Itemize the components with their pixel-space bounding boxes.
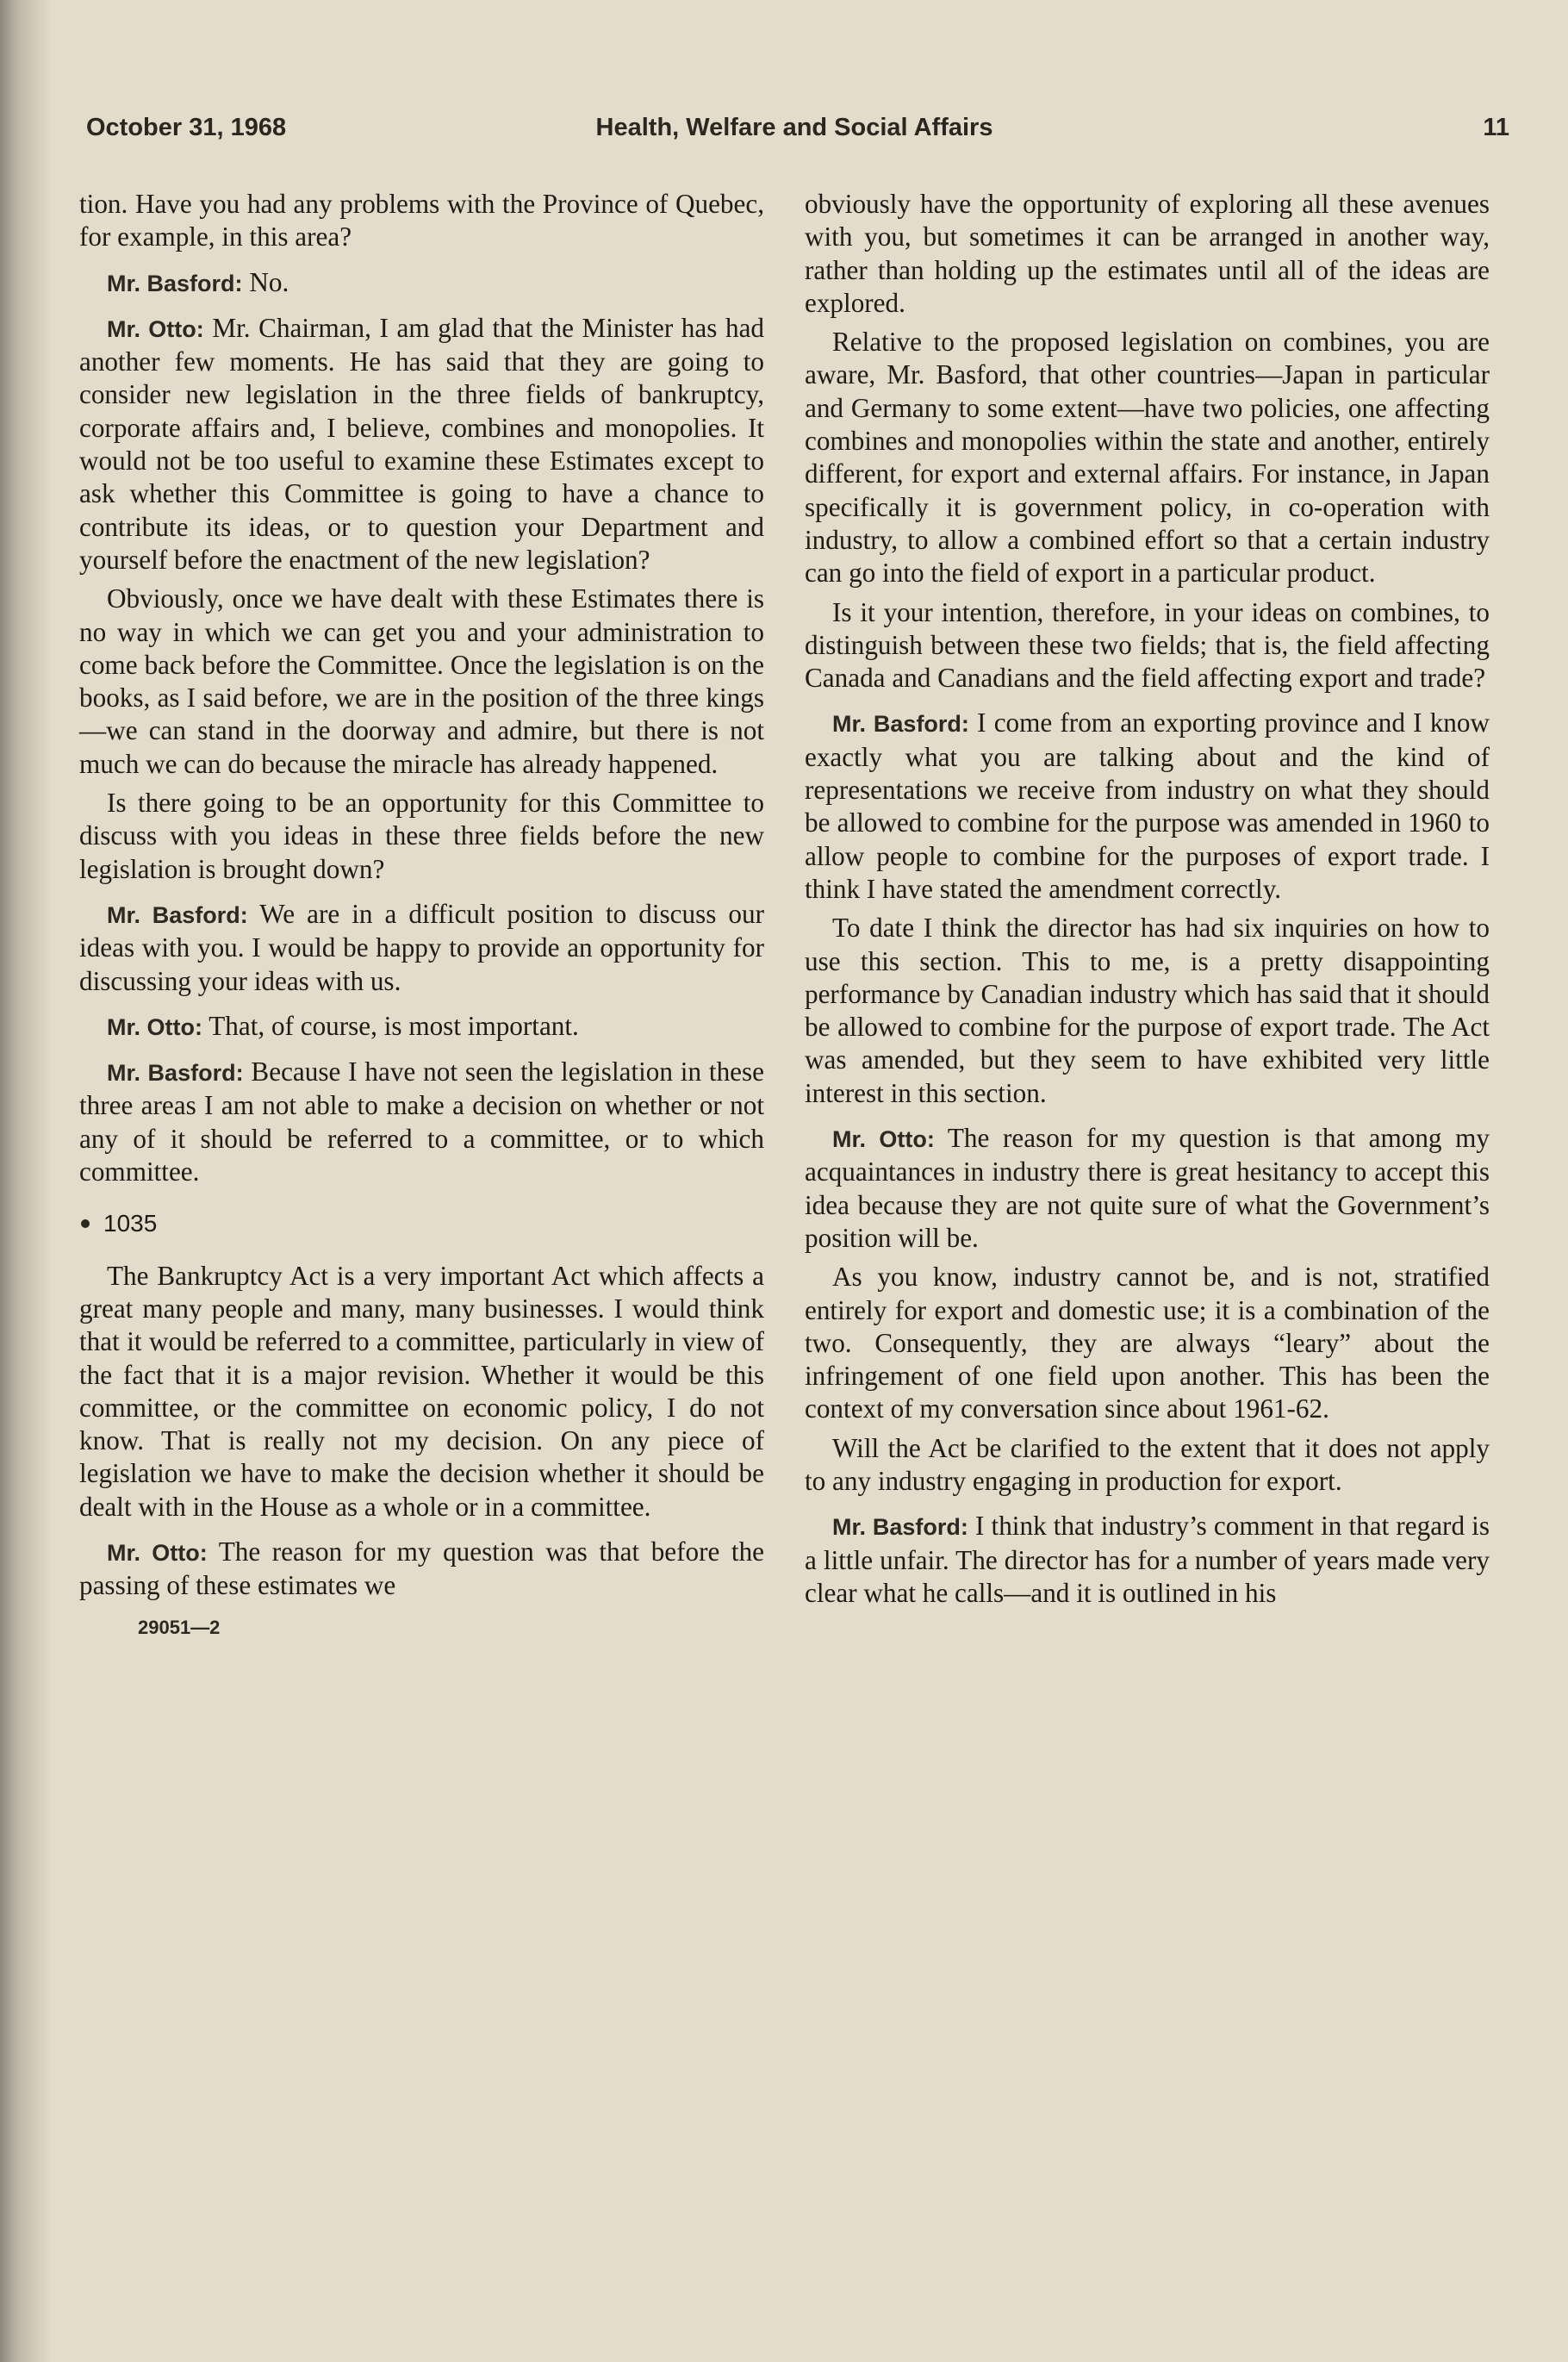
- speech-text: The reason for my question was that before the passing of these estimates we: [79, 1536, 765, 1601]
- speech-text: That, of course, is most important.: [202, 1010, 579, 1041]
- time-marker: [79, 1207, 764, 1240]
- speech-paragraph: [805, 707, 1490, 906]
- speech-paragraph: [79, 266, 764, 300]
- speech-paragraph: [79, 312, 764, 576]
- speech-paragraph: [79, 1056, 764, 1188]
- time-marker-text: 1035: [103, 1210, 158, 1237]
- paragraph: As you know, industry cannot be, and is not, stratified entirely for export and domestic use; it is a combination of the two. Consequently, they are always “leary” about the infringement of one field upon another. This has been the context of my conversation since about 1961-62.: [805, 1262, 1490, 1424]
- running-header: [79, 114, 1509, 157]
- speaker-name: Mr. Otto:: [832, 1126, 935, 1153]
- speaker-name: Mr. Otto:: [107, 1539, 208, 1566]
- speech-paragraph: [79, 898, 764, 998]
- page: [79, 102, 1509, 2325]
- speech-text: Because I have not seen the legislation in these three areas I am not able to make a decision on whether or not any of it should be referred to a committee, or to which committee.: [79, 1056, 764, 1187]
- paragraph: To date I think the director has had six inquiries on how to use this section. This to me, is a pretty disappointing performance by Canadian industry which has said that it should be allowed to combine for the purpose of export trade. The Act was amended, but they seem to have exhibited very little interest in this section.: [805, 913, 1490, 1108]
- speech-text: I think that industry’s comment in that regard is a little unfair. The director has for a number of years made very clear what he calls—and it is outlined in his: [805, 1511, 1490, 1608]
- speaker-name: Mr. Basford:: [107, 270, 243, 296]
- speech-text: Mr. Chairman, I am glad that the Minister has had another few moments. He has said that they are going to consider new legislation in the three fields of bankruptcy, corporate affairs and, I believe, combines and monopolies. It would not be too useful to examine these Estimates except to ask whether this Committee is going to have a chance to contribute its ideas, or to question your Department and yourself before the enactment of the new legislation?: [79, 312, 764, 575]
- book-binding-edge: [0, 0, 50, 2362]
- header-title: Health, Welfare and Social Affairs: [595, 114, 993, 141]
- paragraph: Is there going to be an opportunity for this Committee to discuss with you ideas in these three fields before the new legislation is brought down?: [79, 788, 764, 884]
- page-number: 11: [1483, 114, 1509, 141]
- signature-code: 29051—2: [138, 1616, 221, 1638]
- paragraph: Will the Act be clarified to the extent that it does not apply to any industry engaging in production for export.: [805, 1432, 1490, 1496]
- speech-text: We are in a difficult position to discuss our ideas with you. I would be happy to provide an opportunity for discussing your ideas with us.: [79, 898, 764, 996]
- speech-text: I come from an exporting province and I know exactly what you are talking about and the kind of representations we receive from industry on what they should be allowed to combine for the purpose was amended in 1960 to allow people to combine for the purposes of export trade. I think I have stated the amendment correctly.: [805, 707, 1490, 904]
- speech-text: No.: [242, 266, 289, 297]
- bullet-icon: [81, 1219, 90, 1228]
- speaker-name: Mr. Otto:: [107, 315, 204, 342]
- speaker-name: Mr. Basford:: [832, 1514, 968, 1541]
- speaker-name: Mr. Basford:: [832, 711, 969, 738]
- right-column: [805, 188, 1490, 1616]
- speech-paragraph: [79, 1010, 764, 1044]
- paragraph: The Bankruptcy Act is a very important Act which affects a great many people and many, many businesses. I would think that it would be referred to a committee, particularly in view of the fact that it is a major revision. Whether it would be this committee, or the committee on economic policy, I do not know. That is really not my decision. On any piece of legislation we have to make the decision whether it should be dealt with in the House as a whole or in a committee.: [79, 1260, 764, 1522]
- header-date: October 31, 1968: [86, 114, 287, 141]
- speech-paragraph: [79, 1536, 764, 1603]
- paragraph: Relative to the proposed legislation on combines, you are aware, Mr. Basford, that other countries—Japan in particular and Germany to some extent—have two policies, one affecting combines and monopolies within the state and another, entirely different, for export and external affairs. For instance, in Japan specifically it is government policy, in co-operation with industry, to allow a combined effort so that a certain industry can go into the field of export in a particular product.: [805, 327, 1490, 589]
- paragraph: Is it your intention, therefore, in your ideas on combines, to distinguish between these two fields; that is, the field affecting Canada and Canadians and the field affecting export and trade?: [805, 596, 1490, 694]
- speech-text: The reason for my question is that among my acquaintances in industry there is great hesitancy to accept this idea because they are not quite sure of what the Government’s position will be.: [805, 1123, 1490, 1253]
- speech-paragraph: [805, 1122, 1490, 1255]
- left-column: [79, 188, 764, 1644]
- speaker-name: Mr. Basford:: [107, 901, 248, 928]
- paragraph: obviously have the opportunity of exploring all these avenues with you, but sometimes it can be arranged in another way, rather than holding up the estimates until all of the ideas are explored.: [805, 189, 1490, 318]
- speech-paragraph: [805, 1510, 1490, 1610]
- paragraph: Obviously, once we have dealt with these Estimates there is no way in which we can get you and your administration to come back before the Committee. Once the legislation is on the books, as I said before, we are in the position of the three kings—we can stand in the doorway and admire, but there is not much we can do because the miracle has already happened.: [79, 583, 764, 779]
- speaker-name: Mr. Basford:: [107, 1060, 244, 1087]
- paragraph: tion. Have you had any problems with the Province of Quebec, for example, in this area?: [79, 189, 764, 252]
- speaker-name: Mr. Otto:: [107, 1013, 202, 1040]
